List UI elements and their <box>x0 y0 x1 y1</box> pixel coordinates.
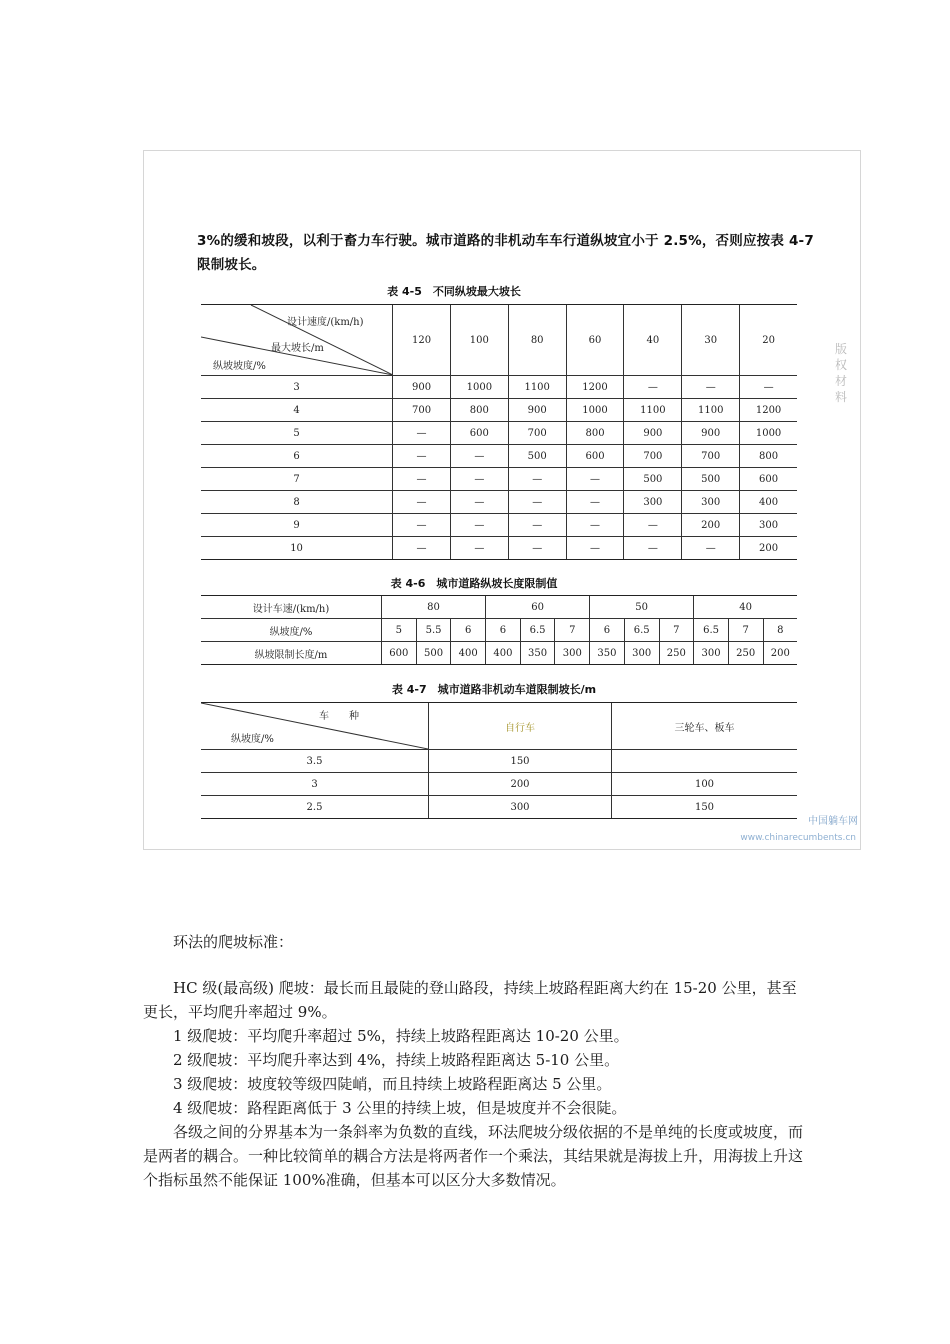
table45-value-cell: — <box>508 468 566 491</box>
table45-row <box>201 399 797 422</box>
table46-speed: 80 <box>382 596 486 619</box>
table46-limit-cell: 600 <box>382 642 417 665</box>
table46-limit-cell: 200 <box>763 642 797 665</box>
table46-limit-cell: 500 <box>416 642 451 665</box>
table45-value-cell: 1100 <box>682 399 740 422</box>
table45-row <box>201 491 797 514</box>
table46-speed: 50 <box>590 596 694 619</box>
table46-limit-cell: 300 <box>624 642 659 665</box>
table45-row <box>201 422 797 445</box>
table45-value-cell: 900 <box>508 399 566 422</box>
table45-value-cell: 400 <box>740 491 797 514</box>
table45-value-cell: 800 <box>450 399 508 422</box>
table45-value-cell: — <box>624 537 682 560</box>
table45-value-cell: — <box>450 491 508 514</box>
table45-speed: 80 <box>508 305 566 376</box>
article-heading: 环法的爬坡标准： <box>173 933 294 951</box>
table45-header-grade: 纵坡坡度/% <box>213 361 266 372</box>
table45-value-cell: 600 <box>450 422 508 445</box>
table46-limit-cell: 350 <box>520 642 555 665</box>
table46-grade-cell: 7 <box>555 619 590 642</box>
table45-value-cell: — <box>393 491 451 514</box>
table45-value-cell: 1100 <box>508 376 566 399</box>
article-body <box>143 930 807 1192</box>
table45-value-cell: — <box>566 514 624 537</box>
table47-header-row <box>201 703 797 750</box>
table45-value-cell: — <box>393 468 451 491</box>
table45-speed: 120 <box>393 305 451 376</box>
table45-value-cell: 900 <box>682 422 740 445</box>
table45-value-cell: — <box>740 376 797 399</box>
table45-header-speed: 设计速度/(km/h) <box>287 317 364 328</box>
table45-grade-cell: 4 <box>201 399 393 422</box>
table46-grade-cell: 6.5 <box>694 619 729 642</box>
table46-speed-label: 设计车速/(km/h) <box>201 596 382 619</box>
table45-grade-cell: 7 <box>201 468 393 491</box>
table46-grade-label: 纵坡度/% <box>201 619 382 642</box>
table45-caption: 表 4-5 不同纵坡最大坡长 <box>387 285 521 298</box>
table46-limit-cell: 400 <box>486 642 521 665</box>
table47-grade-cell: 2.5 <box>201 796 429 819</box>
table47-col-bicycle: 自行车 <box>429 703 612 750</box>
table45-speed: 100 <box>450 305 508 376</box>
table45-header-length: 最大坡长/m <box>271 343 324 354</box>
paragraph-summary: 各级之间的分界基本为一条斜率为负数的直线，环法爬坡分级依据的不是单纯的长度或坡度，而是两者的耦合。一种比较简单的耦合方法是将两者作一个乘法，其结果就是海拔上升，用海拔上升这个指标虽然不能保证 100%准确，但基本可以区分大多数情况。 <box>143 1123 804 1189</box>
table47-header-vehicle: 车 种 <box>319 711 359 722</box>
table46-grade-cell: 5 <box>382 619 417 642</box>
table46-grade-cell: 5.5 <box>416 619 451 642</box>
table45-value-cell: — <box>566 468 624 491</box>
table45-value-cell: — <box>393 422 451 445</box>
table47-diagonal-header <box>201 703 429 750</box>
table45-row <box>201 468 797 491</box>
table45-row <box>201 376 797 399</box>
copyright-side-mark: 版权材料 <box>834 342 847 404</box>
table45-value-cell: 1000 <box>740 422 797 445</box>
table45-value-cell: 1100 <box>624 399 682 422</box>
table47-grade-cell: 3 <box>201 773 429 796</box>
table46-limit-cell: 400 <box>451 642 486 665</box>
table45-value-cell: 300 <box>624 491 682 514</box>
table47 <box>201 702 797 819</box>
watermark-site-name: 中国躺车网 <box>808 816 858 827</box>
table46-grade-row <box>201 619 797 642</box>
table45-value-cell: 500 <box>508 445 566 468</box>
paragraph-cat3: 3 级爬坡：坡度较等级四陡峭，而且持续上坡路程距离达 5 公里。 <box>173 1075 612 1093</box>
table45-value-cell: 900 <box>624 422 682 445</box>
table46-limit-cell: 300 <box>555 642 590 665</box>
table47-row <box>201 750 797 773</box>
table45-value-cell: — <box>450 468 508 491</box>
watermark-url: www.chinarecumbents.cn <box>740 833 856 843</box>
table45-value-cell: — <box>682 376 740 399</box>
table46-limit-cell: 300 <box>694 642 729 665</box>
table47-bicycle-cell: 300 <box>429 796 612 819</box>
table47-bicycle-cell: 150 <box>429 750 612 773</box>
table45-value-cell: 500 <box>682 468 740 491</box>
scan-intro-text: 3%的缓和坡段，以利于畜力车行驶。城市道路的非机动车车行道纵坡宜小于 2.5%，否则应按表 4-7 限制坡长。 <box>197 233 814 273</box>
table45-value-cell: 700 <box>393 399 451 422</box>
table45-value-cell: 700 <box>624 445 682 468</box>
table45-value-cell: 1000 <box>566 399 624 422</box>
table45-grade-cell: 6 <box>201 445 393 468</box>
table45-speed: 20 <box>740 305 797 376</box>
table45-value-cell: — <box>566 537 624 560</box>
paragraph-cat1: 1 级爬坡：平均爬升率超过 5%，持续上坡路程距离达 10-20 公里。 <box>173 1027 629 1045</box>
table45-value-cell: 1200 <box>566 376 624 399</box>
table46-speed-row <box>201 596 797 619</box>
table46-grade-cell: 6 <box>486 619 521 642</box>
table45-speed: 40 <box>624 305 682 376</box>
scanned-figure <box>143 150 861 850</box>
table47-col-tricycle: 三轮车、板车 <box>612 703 798 750</box>
table46-grade-cell: 6.5 <box>624 619 659 642</box>
table46-grade-cell: 6 <box>590 619 625 642</box>
table45-value-cell: 800 <box>566 422 624 445</box>
table47-tricycle-cell: 100 <box>612 773 798 796</box>
table45-value-cell: 800 <box>740 445 797 468</box>
table46-grade-cell: 6.5 <box>520 619 555 642</box>
table45-value-cell: 1000 <box>450 376 508 399</box>
table46-speed: 60 <box>486 596 590 619</box>
table45-value-cell: 700 <box>682 445 740 468</box>
table45-value-cell: 900 <box>393 376 451 399</box>
table46 <box>201 595 797 665</box>
table45-value-cell: — <box>450 514 508 537</box>
table47-header-grade: 纵坡度/% <box>231 734 274 745</box>
table46-grade-cell: 7 <box>659 619 694 642</box>
table45-value-cell: 300 <box>682 491 740 514</box>
table47-tricycle-cell: 150 <box>612 796 798 819</box>
table47-tricycle-cell <box>612 750 798 773</box>
table46-limit-label: 纵坡限制长度/m <box>201 642 382 665</box>
table46-limit-cell: 350 <box>590 642 625 665</box>
table45-value-cell: — <box>682 537 740 560</box>
table45-grade-cell: 10 <box>201 537 393 560</box>
table45-value-cell: 700 <box>508 422 566 445</box>
table45-grade-cell: 3 <box>201 376 393 399</box>
table45-value-cell: — <box>450 537 508 560</box>
table47-bicycle-cell: 200 <box>429 773 612 796</box>
table45-speed: 60 <box>566 305 624 376</box>
table45 <box>201 304 797 560</box>
table47-grade-cell: 3.5 <box>201 750 429 773</box>
table45-value-cell: 1200 <box>740 399 797 422</box>
table45-value-cell: 200 <box>682 514 740 537</box>
table45-value-cell: 500 <box>624 468 682 491</box>
table46-grade-cell: 8 <box>763 619 797 642</box>
table45-value-cell: 600 <box>566 445 624 468</box>
table46-limit-row <box>201 642 797 665</box>
table45-grade-cell: 8 <box>201 491 393 514</box>
table46-speed: 40 <box>694 596 797 619</box>
table47-row <box>201 796 797 819</box>
table46-grade-cell: 7 <box>728 619 763 642</box>
table45-value-cell: — <box>624 514 682 537</box>
table45-value-cell: — <box>508 514 566 537</box>
paragraph-hc: HC 级(最高级) 爬坡：最长而且最陡的登山路段，持续上坡路程距离大约在 15-20 公里，甚至更长，平均爬升率超过 9%。 <box>143 979 797 1021</box>
table45-row <box>201 445 797 468</box>
table45-grade-cell: 5 <box>201 422 393 445</box>
table45-diagonal-header <box>201 305 393 376</box>
table46-limit-cell: 250 <box>728 642 763 665</box>
table46-caption: 表 4-6 城市道路纵坡长度限制值 <box>390 577 558 590</box>
table45-value-cell: 600 <box>740 468 797 491</box>
table45-value-cell: — <box>508 537 566 560</box>
table46-grade-cell: 6 <box>451 619 486 642</box>
table46-limit-cell: 250 <box>659 642 694 665</box>
table45-grade-cell: 9 <box>201 514 393 537</box>
table45-value-cell: 300 <box>740 514 797 537</box>
table47-caption: 表 4-7 城市道路非机动车道限制坡长/m <box>391 683 597 696</box>
table45-value-cell: — <box>566 491 624 514</box>
table45-value-cell: — <box>508 491 566 514</box>
paragraph-cat2: 2 级爬坡：平均爬升率达到 4%，持续上坡路程距离达 5-10 公里。 <box>173 1051 620 1069</box>
table45-value-cell: — <box>624 376 682 399</box>
table45-row <box>201 514 797 537</box>
paragraph-cat4: 4 级爬坡：路程距离低于 3 公里的持续上坡，但是坡度并不会很陡。 <box>173 1099 627 1117</box>
table45-value-cell: — <box>393 537 451 560</box>
table45-value-cell: 200 <box>740 537 797 560</box>
table45-row <box>201 537 797 560</box>
table47-row <box>201 773 797 796</box>
table45-value-cell: — <box>450 445 508 468</box>
table45-speed: 30 <box>682 305 740 376</box>
table45-value-cell: — <box>393 514 451 537</box>
table45-value-cell: — <box>393 445 451 468</box>
